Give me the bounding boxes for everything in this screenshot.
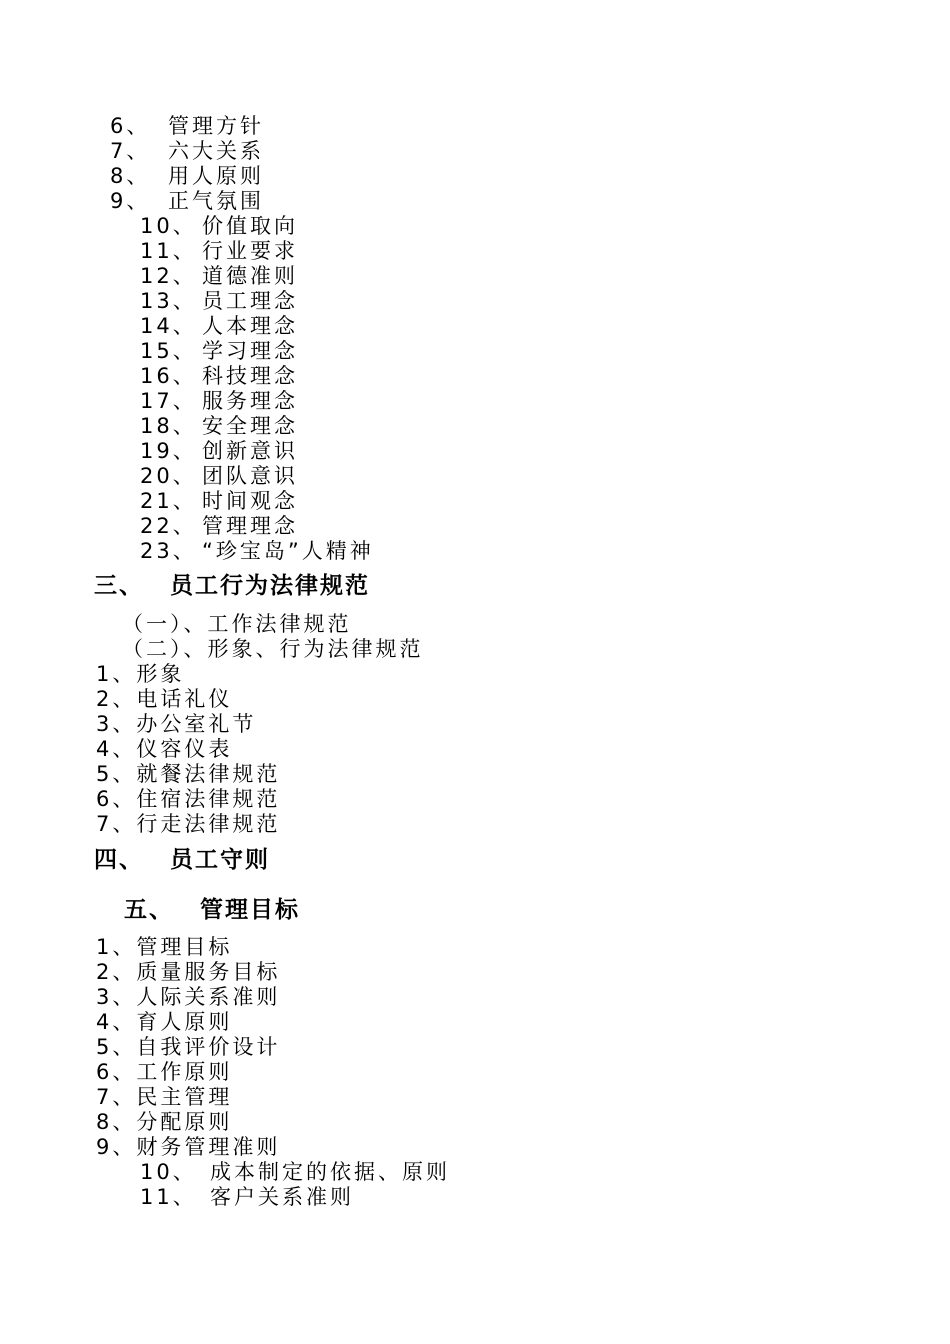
toc-item bbox=[140, 364, 298, 389]
toc-item bbox=[140, 214, 298, 239]
item-number: 12、 bbox=[140, 264, 197, 288]
item-number: 21、 bbox=[140, 489, 197, 513]
toc-item bbox=[110, 139, 264, 164]
heading-number: 三、 bbox=[94, 573, 144, 599]
toc-item bbox=[110, 114, 264, 139]
item-number: 9、 bbox=[110, 189, 151, 213]
toc-item: 8、分配原则 bbox=[96, 1110, 233, 1134]
section-heading bbox=[94, 574, 370, 599]
toc-item: 3、人际关系准则 bbox=[96, 985, 281, 1009]
toc-item bbox=[140, 289, 298, 314]
item-text: “珍宝岛”人精神 bbox=[202, 539, 374, 563]
item-number: 10、 bbox=[140, 1160, 197, 1184]
section-heading bbox=[124, 898, 300, 923]
toc-subsection: （二）、形象、行为法律规范 bbox=[122, 637, 424, 661]
item-number: 17、 bbox=[140, 389, 197, 413]
toc-item: 1、管理目标 bbox=[96, 935, 233, 959]
toc-item: 9、财务管理准则 bbox=[96, 1135, 281, 1159]
item-text: 价值取向 bbox=[202, 214, 298, 238]
item-number: 6、 bbox=[110, 114, 151, 138]
item-text: 六大关系 bbox=[168, 139, 264, 163]
item-text: 时间观念 bbox=[202, 489, 298, 513]
item-number: 11、 bbox=[140, 1185, 197, 1209]
item-number: 13、 bbox=[140, 289, 197, 313]
item-number: 22、 bbox=[140, 514, 197, 538]
item-number: 8、 bbox=[110, 164, 151, 188]
toc-item bbox=[140, 264, 298, 289]
toc-item: 3、办公室礼节 bbox=[96, 712, 257, 736]
item-text: 安全理念 bbox=[202, 414, 298, 438]
heading-number: 四、 bbox=[94, 847, 144, 873]
item-number: 20、 bbox=[140, 464, 197, 488]
toc-item: 7、行走法律规范 bbox=[96, 812, 281, 836]
item-number: 23、 bbox=[140, 539, 197, 563]
item-number: 11、 bbox=[140, 239, 197, 263]
section-heading bbox=[94, 848, 270, 873]
heading-text: 员工守则 bbox=[170, 847, 270, 873]
toc-item: 2、质量服务目标 bbox=[96, 960, 281, 984]
toc-item bbox=[140, 464, 298, 489]
item-number: 7、 bbox=[110, 139, 151, 163]
toc-item bbox=[140, 1185, 354, 1210]
toc-item: 7、民主管理 bbox=[96, 1085, 233, 1109]
toc-item: 2、电话礼仪 bbox=[96, 687, 233, 711]
item-text: 管理方针 bbox=[168, 114, 264, 138]
toc-item bbox=[110, 189, 264, 214]
item-text: 客户关系准则 bbox=[210, 1185, 354, 1209]
toc-subsection: （一）、工作法律规范 bbox=[122, 612, 352, 636]
item-text: 正气氛围 bbox=[168, 189, 264, 213]
item-text: 员工理念 bbox=[202, 289, 298, 313]
toc-item: 5、就餐法律规范 bbox=[96, 762, 281, 786]
toc-item: 6、住宿法律规范 bbox=[96, 787, 281, 811]
item-text: 道德准则 bbox=[202, 264, 298, 288]
item-text: 服务理念 bbox=[202, 389, 298, 413]
item-number: 16、 bbox=[140, 364, 197, 388]
item-text: 用人原则 bbox=[168, 164, 264, 188]
item-text: 行业要求 bbox=[202, 239, 298, 263]
item-text: 人本理念 bbox=[202, 314, 298, 338]
toc-item bbox=[140, 339, 298, 364]
item-number: 14、 bbox=[140, 314, 197, 338]
item-text: 科技理念 bbox=[202, 364, 298, 388]
item-number: 19、 bbox=[140, 439, 197, 463]
toc-item bbox=[140, 389, 298, 414]
toc-item bbox=[140, 514, 298, 539]
toc-item bbox=[140, 439, 298, 464]
toc-item bbox=[140, 239, 298, 264]
toc-item: 4、育人原则 bbox=[96, 1010, 233, 1034]
toc-item: 4、仪容仪表 bbox=[96, 737, 233, 761]
item-text: 创新意识 bbox=[202, 439, 298, 463]
item-number: 15、 bbox=[140, 339, 197, 363]
toc-item: 1、形象 bbox=[96, 662, 185, 686]
item-number: 10、 bbox=[140, 214, 197, 238]
heading-text: 员工行为法律规范 bbox=[170, 573, 370, 599]
toc-item: 5、自我评价设计 bbox=[96, 1035, 281, 1059]
toc-item: 6、工作原则 bbox=[96, 1060, 233, 1084]
toc-item bbox=[140, 539, 374, 564]
toc-item bbox=[140, 314, 298, 339]
heading-text: 管理目标 bbox=[200, 897, 300, 923]
toc-item bbox=[140, 489, 298, 514]
toc-item bbox=[110, 164, 264, 189]
item-number: 18、 bbox=[140, 414, 197, 438]
item-text: 管理理念 bbox=[202, 514, 298, 538]
item-text: 成本制定的依据、原则 bbox=[210, 1160, 450, 1184]
item-text: 学习理念 bbox=[202, 339, 298, 363]
toc-item bbox=[140, 1160, 450, 1185]
item-text: 团队意识 bbox=[202, 464, 298, 488]
toc-item bbox=[140, 414, 298, 439]
heading-number: 五、 bbox=[124, 897, 174, 923]
